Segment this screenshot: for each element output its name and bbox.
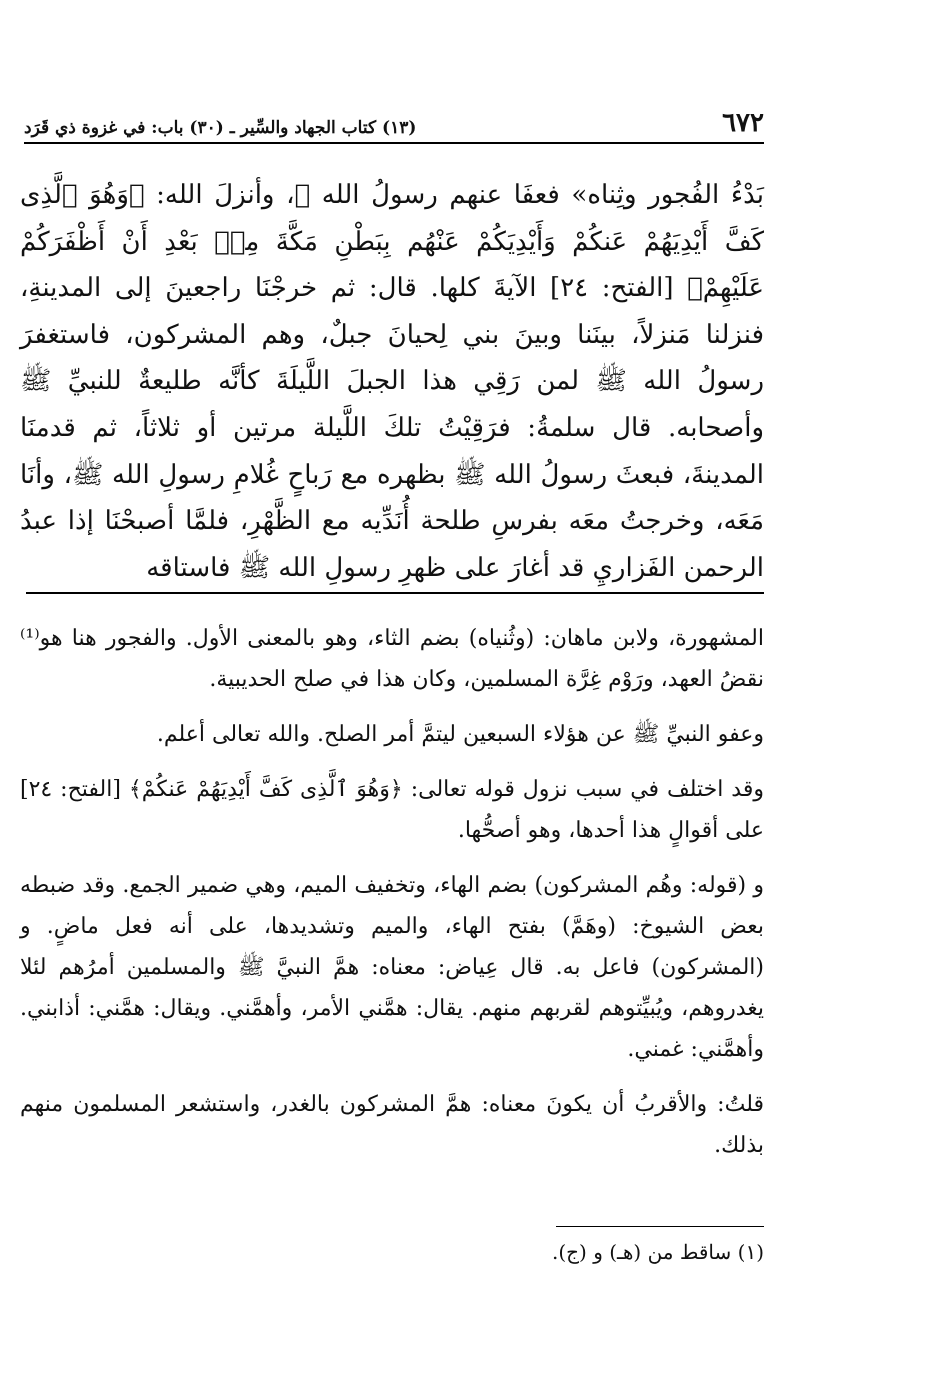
commentary-paragraph-2: وعفو النبيِّ ﷺ عن هؤلاء السبعين ليتمَّ أمر الصلح. والله تعالى أعلم. xyxy=(156,722,764,747)
page-number: ٦٧٢ xyxy=(722,108,764,138)
commentary-section xyxy=(20,618,764,1166)
running-title: (١٣) كتاب الجهاد والسِّير ـ (٣٠) باب: في غزوة ذي قَرَد xyxy=(24,118,417,138)
text-separator-line xyxy=(26,592,764,594)
commentary-paragraph-3: وقد اختلف في سبب نزول قوله تعالى: ﴿وَهُوَ ٱلَّذِى كَفَّ أَيْدِيَهُمْ عَنكُمْ﴾ [الفتح: ٢٤] على أقوالٍ هذا أحدها، وهو أصحُّها. xyxy=(20,777,764,843)
hadith-text: بَدْءُ الفُجور وثِناه» فعفَا عنهم رسولُ الله ﷺ، وأنزلَ الله: ﴿وَهُوَ ٱلَّذِى كَفَّ أَيْدِيَهُمْ عَنكُمْ وَأَيْدِيَكُمْ عَنْهُم بِبَطْنِ مَكَّةَ مِنۢ بَعْدِ أَنْ أَظْفَرَكُمْ عَلَيْهِمْ﴾ [الفتح: ٢٤] الآيةَ كلها. قال: ثم خرجْنَا راجعينَ إلى المدينةِ، فنزلنا مَنزلاً، بينَنا وبينَ بني لِحيانَ جبلٌ، وهم المشركون، فاستغفرَ رسولُ الله ﷺ لمن رَقِي هذا الجبلَ اللَّيلَةَ كأنَّه طليعةٌ للنبيِّ ﷺ وأصحابه. قال سلمةُ: فرَقِيْتُ تلكَ اللَّيلة مرتين أو ثلاثاً، ثم قدمنَا المدينةَ، فبعثَ رسولُ الله ﷺ بظهره مع رَباحٍ غُلامِ رسولِ الله ﷺ، وأنَا مَعَه، وخرجتُ معَه بفرسِ طلحة أُنَدِّيه مع الظَّهْرِ، فلمَّا أصبحْنَا إذا عبدُ الرحمن الفَزاريِ قد أغارَ على ظهرِ رسولِ الله ﷺ فاستاقه xyxy=(20,180,765,583)
commentary-paragraph-1: المشهورة، ولابن ماهان: (وثُنياه) بضم الثاء، وهو بالمعنى الأول. والفجور هنا هو⁽¹⁾ نقضُ العهد، ورَوْم غِرَّة المسلمين، وكان هذا في صلح الحديبية. xyxy=(20,626,764,692)
footnote: (١) ساقط من (هـ) و (ج). xyxy=(551,1240,764,1264)
footnote-rule xyxy=(556,1226,764,1227)
commentary-paragraph-4: و (قوله: وهُم المشركون) بضم الهاء، وتخفيف الميم، وهي ضمير الجمع. وقد ضبطه بعض الشيوخ: (وهَمَّ) بفتح الهاء، والميم وتشديدها، على أنه فعل ماضٍ. و (المشركون) فاعل به. قال عِياض: معناه: همَّ النبيَّ ﷺ والمسلمين أمرُهم لئلا يغدروهم، ويُبيِّتوهم لقربهم منهم. يقال: همَّني الأمر، وأهمَّني. ويقال: همَّني: أذابني. وأهمَّني: غمني. xyxy=(20,873,764,1062)
commentary-paragraph-5: قلتُ: والأقربُ أن يكونَ معناه: همَّ المشركون بالغدر، واستشعر المسلمون منهم بذلك. xyxy=(20,1092,764,1158)
page-header xyxy=(24,104,764,144)
